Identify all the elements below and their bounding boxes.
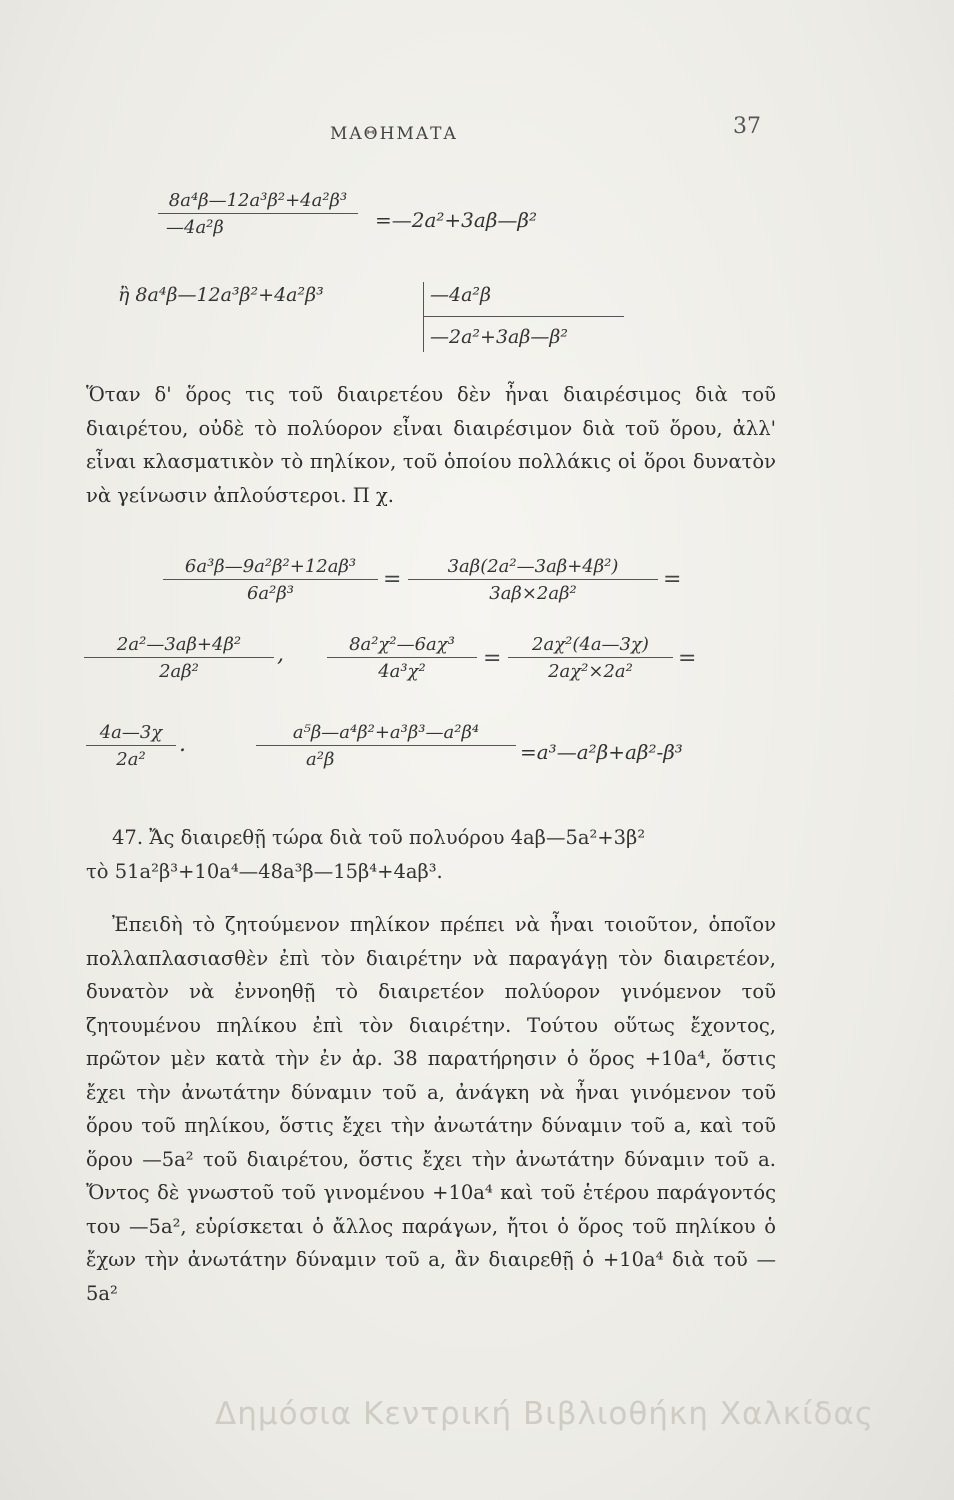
formula-1-fraction (158, 190, 358, 238)
paragraph-text: Ἐπειδὴ τὸ ζητούμενον πηλίκον πρέπει νὰ ἦναι τοιοῦτον, ὁποῖον πολλαπλασιασθὲν ἐπὶ τὸν διαιρέτην νὰ παραγάγῃ τὸν διαιρετέον, δυνατὸν νὰ ἐννοηθῇ τὸ διαιρετέον πολύορον γινόμενον τοῦ ζητουμένου πηλίκου ἐπὶ τὸν διαιρέτην. Τούτου οὕτως ἔχοντος, πρῶτον μὲν κατὰ τὴν ἐν ἀρ. 38 παρατήρησιν ὁ ὅρος +10a⁴, ὅστις ἔχει τὴν ἀνωτάτην δύναμιν τοῦ a, ἀνάγκη νὰ ἦναι γινόμενον τοῦ ὅρου τοῦ πηλίκου, ὅστις ἔχει τὴν ἀνωτάτην δύναμιν τοῦ a, καὶ τοῦ ὅρου —5a² τοῦ διαιρέτου, ὅστις ἔχει τὴν ἀνωτάτην δύναμιν τοῦ a. Ὄντος δὲ γνωστοῦ τοῦ γινομένου +10a⁴ καὶ τοῦ ἑτέρου παράγοντός του —5a², εὑρίσκεται ὁ ἄλλος παράγων, ἤτοι ὁ ὅρος τοῦ πηλίκου ὁ ἔχων τὴν ἀνωτάτην δύναμιν τοῦ a, ἂν διαιρεθῇ ὁ +10a⁴ διὰ τοῦ —5a² (86, 913, 776, 1305)
formula-numerator: 3aβ(2a²—3aβ+4β²) (408, 556, 658, 580)
formula-numerator: 2aχ²(4a—3χ) (508, 634, 673, 658)
formula-numerator: a⁵β—a⁴β²+a³β³—a²β⁴ (256, 722, 516, 746)
formula-comma: , (277, 642, 284, 667)
formula-numerator: 8a²χ²—6aχ³ (327, 634, 477, 658)
equals-sign: = (483, 646, 502, 671)
formula-denominator: 4a³χ² (378, 661, 426, 682)
running-header: ΜΑΘΗΜΑΤΑ (330, 124, 458, 144)
formula-denominator: 2aχ²×2a² (548, 661, 633, 682)
formula-period: . (179, 732, 186, 757)
paragraph-text: Ὅταν δ' ὅρος τις τοῦ διαιρετέου δὲν ἦναι διαιρέσιμος διὰ τοῦ διαιρέτου, οὐδὲ τὸ πολύορον εἶναι διαιρέσιμον διὰ τοῦ ὅρου, ἀλλ' εἶναι κλασματικὸν τὸ πηλίκον, τοῦ ὁποίου πολλάκις οἱ ὅροι δυνατὸν νὰ γείνωσιν ἀπλούστεροι. Π χ. (86, 383, 776, 507)
formula-denominator: —4a²β (166, 217, 224, 238)
formula-4-fraction (84, 634, 274, 682)
equals-sign: = (663, 567, 682, 592)
section-47-line-2: τὸ 51a²β³+10a⁴—48a³β—15β⁴+4aβ³. (86, 860, 443, 883)
formula-6-fraction (86, 722, 176, 770)
formula-2-quotient: —2a²+3aβ—β² (430, 326, 568, 348)
formula-denominator: 2aβ² (159, 661, 199, 682)
formula-denominator: 3aβ×2aβ² (489, 583, 577, 604)
formula-7-result: =a³—a²β+aβ²-β³ (520, 740, 683, 764)
formula-1-result: =—2a²+3aβ—β² (375, 208, 537, 232)
formula-numerator: 6a³β—9a²β²+12aβ³ (163, 556, 378, 580)
formula-numerator: 2a²—3aβ+4β² (84, 634, 274, 658)
formula-denominator: 2a² (116, 749, 146, 770)
section-47-line-1: 47. Ἄς διαιρεθῇ τώρα διὰ τοῦ πολυόρου 4aβ—5a²+3β² (112, 826, 646, 849)
formula-3-fraction-a (163, 556, 378, 604)
paragraph-3 (86, 908, 776, 1310)
formula-3-fraction-b (408, 556, 658, 604)
formula-2-dividend: ἢ 8a⁴β—12a³β²+4a²β³ (118, 284, 324, 306)
formula-7-fraction (256, 722, 516, 770)
equals-sign: = (678, 646, 697, 671)
division-line (424, 316, 624, 317)
formula-denominator: a²β (306, 749, 335, 770)
formula-5-fraction-a (327, 634, 477, 682)
formula-numerator: 4a—3χ (86, 722, 176, 746)
equals-sign: = (383, 567, 402, 592)
formula-numerator: 8a⁴β—12a³β²+4a²β³ (158, 190, 358, 214)
library-watermark: Δημόσια Κεντρική Βιβλιοθήκη Χαλκίδας (215, 1396, 875, 1432)
paragraph-1 (86, 378, 776, 512)
formula-5-fraction-b (508, 634, 673, 682)
page-number: 37 (733, 114, 761, 139)
formula-denominator: 6a²β³ (246, 583, 295, 604)
formula-2-divisor: —4a²β (430, 284, 492, 306)
